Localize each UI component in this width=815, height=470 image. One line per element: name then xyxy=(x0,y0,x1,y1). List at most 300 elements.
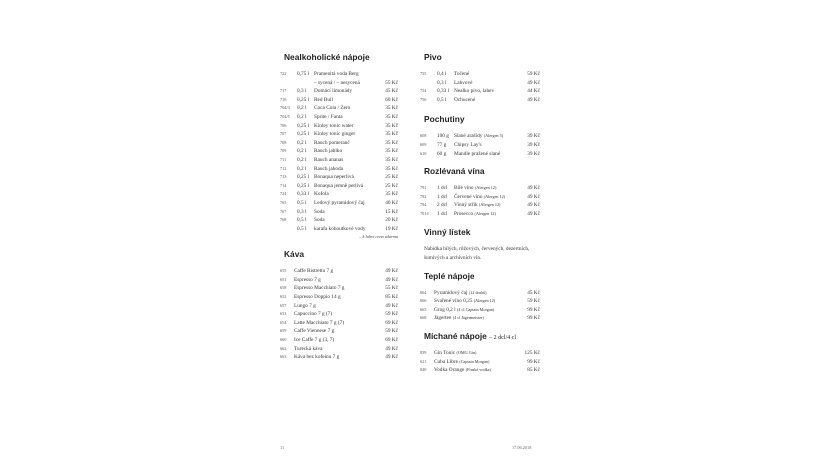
item-name-text: Rauch ananas xyxy=(314,156,344,163)
menu-item xyxy=(420,96,540,105)
item-price: 125 Kč xyxy=(524,349,540,356)
menu-rows xyxy=(280,267,398,362)
item-name-text: Ice Caffe 7 g (3, 7) xyxy=(294,337,335,344)
menu-item xyxy=(420,349,540,358)
item-price: 49 Kč xyxy=(527,96,540,103)
item-price: 49 Kč xyxy=(527,79,540,86)
menu-item xyxy=(284,79,398,88)
item-name-text: Pramenitá voda Berg xyxy=(314,71,359,77)
item-name xyxy=(314,225,365,234)
item-name xyxy=(454,210,496,219)
section-title xyxy=(424,114,540,124)
item-name-text: – sycená / – nesycená xyxy=(314,79,360,86)
menu-item xyxy=(280,310,398,319)
item-code: 654 xyxy=(280,319,287,325)
section-vinny-listek xyxy=(424,227,540,263)
item-name xyxy=(314,104,350,113)
menu-item xyxy=(280,345,398,354)
item-code: 708 xyxy=(280,139,287,145)
item-quantity: 1 dcl xyxy=(437,210,448,217)
menu-item xyxy=(420,306,540,315)
item-name xyxy=(314,182,363,191)
item-price: 35 Kč xyxy=(385,165,398,172)
item-allergen-note: (Alergen 12) xyxy=(474,210,496,216)
item-name-text: Slané arašídy xyxy=(454,133,483,140)
item-price: 99 Kč xyxy=(527,306,540,313)
item-code: 658 xyxy=(280,285,287,291)
page-number: 11 xyxy=(280,445,285,450)
item-code: 712 xyxy=(280,165,287,171)
item-price: 35 Kč xyxy=(385,131,398,138)
item-code: 652 xyxy=(280,294,287,300)
item-code: 755 xyxy=(420,71,427,76)
item-name xyxy=(434,297,495,306)
item-name xyxy=(454,201,500,210)
section-teple-napoje xyxy=(420,270,540,323)
menu-item xyxy=(280,147,398,156)
item-code: 722 xyxy=(280,71,287,76)
item-name-text: Latte Macchiato 7 g (7) xyxy=(294,319,345,326)
item-quantity: 0,25 l xyxy=(297,174,310,181)
item-code: 839 xyxy=(420,349,427,355)
item-price: 35 Kč xyxy=(385,139,398,146)
item-code: 714 xyxy=(280,182,287,188)
section-title-text: Vinný lístek xyxy=(424,226,471,237)
menu-item xyxy=(280,113,398,122)
item-name-text: Espresso Doppio 14 g xyxy=(294,294,341,301)
item-name xyxy=(294,310,332,319)
item-price: 49 Kč xyxy=(385,345,398,352)
item-code: 651 xyxy=(280,276,287,282)
item-name xyxy=(294,353,339,362)
item-name xyxy=(294,336,334,345)
item-name xyxy=(294,345,323,354)
item-name xyxy=(314,113,343,122)
item-price: 59 Kč xyxy=(527,71,540,77)
item-quantity: 0,25 l xyxy=(297,122,310,129)
item-quantity: 0,33 l xyxy=(437,88,450,95)
item-name xyxy=(294,276,321,285)
item-name-text: Nealko pivo, lahev xyxy=(454,88,495,95)
item-quantity: 0,5 l xyxy=(297,199,307,206)
menu-item xyxy=(280,302,398,311)
item-name-text: Coca Cola / Zero xyxy=(314,105,351,112)
menu-item xyxy=(280,130,398,139)
item-price: 59 Kč xyxy=(527,298,540,305)
menu-rows xyxy=(420,70,540,104)
menu-item xyxy=(280,156,398,165)
item-allergen-note: (Captain Morgan) xyxy=(459,358,490,364)
menu-item xyxy=(280,70,398,79)
item-quantity: 1 dcl xyxy=(437,193,448,200)
item-allergen-note: (Alergen 12) xyxy=(474,185,497,191)
menu-item xyxy=(284,225,398,234)
item-name-text: Caffe Viennese 7 g xyxy=(294,328,335,335)
item-allergen-note: (4 cl Captain Morgan) xyxy=(456,306,495,312)
menu-item xyxy=(420,201,540,210)
item-name-text: Vodka Orange xyxy=(434,367,465,374)
item-code: 660 xyxy=(280,337,287,343)
section-michane-napoje xyxy=(420,330,540,375)
item-code: 663 xyxy=(280,354,287,360)
menu-rows xyxy=(420,184,540,218)
item-allergen-note: (12 druhů) xyxy=(468,289,487,295)
item-name-text: Grog 0,2 l xyxy=(434,306,456,313)
item-price: 39 Kč xyxy=(527,133,540,140)
item-name-text: Soda xyxy=(314,217,325,224)
item-price: 35 Kč xyxy=(385,122,398,129)
item-name-text: Mandle pražené slané xyxy=(454,150,501,157)
item-name-text: Lungo 7 g xyxy=(294,302,316,309)
item-price: 35 Kč xyxy=(385,113,398,120)
item-name xyxy=(314,199,365,208)
item-name-text: Ochucené xyxy=(454,96,476,103)
item-name-text: Kofola xyxy=(314,191,329,198)
item-price: 69 Kč xyxy=(385,319,398,326)
item-quantity: 0,2 l xyxy=(297,105,307,112)
item-price: 49 Kč xyxy=(385,302,398,309)
item-name-text: Turecká káva xyxy=(294,345,323,352)
item-name xyxy=(294,267,333,276)
section-title-text: Pochutiny xyxy=(424,114,465,125)
item-price: 20 Kč xyxy=(385,217,398,224)
menu-item xyxy=(280,276,398,285)
item-price: 49 Kč xyxy=(527,202,540,209)
menu-item xyxy=(420,297,540,306)
item-quantity: 0,25 l xyxy=(297,131,310,138)
section-title-text: Rozlévaná vína xyxy=(424,166,485,177)
menu-item xyxy=(280,284,398,293)
item-name xyxy=(314,96,333,105)
item-name xyxy=(314,122,353,131)
item-name-text: Espresso Macchiato 7 g xyxy=(294,285,345,292)
item-price: 39 Kč xyxy=(527,150,540,157)
item-name-text: Svařené víno 0,25 xyxy=(434,298,473,305)
menu-item xyxy=(280,139,398,148)
item-name-text: Lahvové xyxy=(454,79,473,86)
left-column xyxy=(280,52,398,362)
item-name xyxy=(314,70,359,79)
item-code: 664 xyxy=(420,289,427,295)
item-name xyxy=(454,150,500,159)
item-price: 40 Kč xyxy=(385,199,398,206)
item-price: 99 Kč xyxy=(527,315,540,322)
item-code: 662 xyxy=(280,345,287,351)
menu-item xyxy=(280,104,398,113)
item-name-text: Kinley tonic water xyxy=(314,122,354,129)
item-code: 704/5 xyxy=(280,113,290,119)
item-code: 610 xyxy=(420,150,427,156)
item-name xyxy=(454,70,469,79)
item-quantity: 0,33 l xyxy=(297,191,310,198)
menu-item xyxy=(420,358,540,367)
item-price: 49 Kč xyxy=(385,268,398,275)
item-name-text: karafa kohoutkové vody xyxy=(314,225,366,232)
item-price: 45 Kč xyxy=(527,289,540,296)
item-code: 756 xyxy=(420,96,427,102)
item-name xyxy=(434,306,494,315)
item-price: 25 Kč xyxy=(385,174,398,181)
item-code: 704/3 xyxy=(280,105,290,111)
item-allergen-note: (Alergen 12) xyxy=(483,193,506,199)
item-name xyxy=(454,79,473,88)
item-name-text: Red Bull xyxy=(314,96,333,103)
item-quantity: 0,25 l xyxy=(297,182,310,189)
item-name-text: Točené xyxy=(454,71,470,77)
item-code: 657 xyxy=(280,302,287,308)
item-price: 69 Kč xyxy=(385,337,398,344)
item-price: 59 Kč xyxy=(385,311,398,318)
item-name xyxy=(294,319,344,328)
item-name-text: Jägertee xyxy=(434,315,452,322)
menu-rows xyxy=(420,132,540,158)
item-quantity: 0,2 l xyxy=(297,148,307,155)
section-title-text: Teplé nápoje xyxy=(424,270,475,281)
item-allergen-note: (4 cl Jägermeister) xyxy=(452,315,484,321)
section-title xyxy=(424,227,540,237)
menu-rows xyxy=(420,349,540,375)
menu-item xyxy=(280,216,398,225)
item-price: 39 Kč xyxy=(527,141,540,148)
item-price: 55 Kč xyxy=(385,285,398,292)
item-name xyxy=(314,190,329,199)
menu-item xyxy=(280,190,398,199)
item-price: 99 Kč xyxy=(527,358,540,365)
section-title xyxy=(424,166,540,176)
item-quantity: 100 g xyxy=(437,133,449,140)
item-quantity: 0,75 l xyxy=(297,71,310,77)
section-title-text: Káva xyxy=(284,249,305,260)
section-note: – k lahvi cena zdarma xyxy=(359,234,398,240)
item-quantity: 0,3 l xyxy=(297,208,307,215)
item-name-text: Espresso 7 g xyxy=(294,276,321,283)
item-price: 25 Kč xyxy=(385,182,398,189)
item-name xyxy=(434,289,487,298)
item-name xyxy=(454,96,475,105)
item-code: 665 xyxy=(420,306,427,312)
menu-item xyxy=(280,336,398,345)
item-code: 765 xyxy=(280,199,287,205)
item-quantity: 77 g xyxy=(437,141,447,148)
item-price: 19 Kč xyxy=(385,225,398,232)
item-name xyxy=(294,327,334,336)
item-code: 668 xyxy=(420,315,427,321)
item-name-text: Caffe Ristretto 7 g xyxy=(294,268,334,275)
menu-item xyxy=(280,96,398,105)
item-name-text: Káva bez kofeinu 7 g xyxy=(294,354,340,361)
item-code: 666 xyxy=(420,298,427,304)
menu-item xyxy=(420,366,540,375)
item-price: 35 Kč xyxy=(385,156,398,163)
item-name xyxy=(454,141,482,150)
menu-item xyxy=(280,122,398,131)
item-code: 653 xyxy=(280,311,287,317)
item-quantity: 0,2 l xyxy=(297,113,307,120)
item-name-text: Soda xyxy=(314,208,325,215)
item-name-text: Bonaqua neperlivá xyxy=(314,174,354,181)
item-price: 49 Kč xyxy=(385,354,398,361)
item-name xyxy=(294,302,316,311)
menu-item xyxy=(280,293,398,302)
item-name xyxy=(314,208,325,217)
item-code: 840 xyxy=(420,367,427,373)
item-price: 35 Kč xyxy=(385,191,398,198)
menu-item xyxy=(280,353,398,362)
item-price: 15 Kč xyxy=(385,208,398,215)
item-quantity: 0,5 l xyxy=(297,225,307,232)
section-pivo xyxy=(420,52,540,104)
menu-item xyxy=(420,210,540,219)
item-price: 59 Kč xyxy=(385,328,398,335)
item-name-text: Cuba Libre xyxy=(434,358,458,365)
section-title xyxy=(284,52,398,62)
item-name-text: Prosecco xyxy=(454,210,474,217)
item-quantity: 1 dcl xyxy=(437,185,448,192)
section-subtitle: – 2 dcl/4 cl xyxy=(489,334,516,341)
item-quantity: 0,25 l xyxy=(297,96,310,103)
menu-item xyxy=(420,132,540,141)
section-title-text: Míchané nápoje xyxy=(424,330,487,341)
item-name-text: Chipsy Lay's xyxy=(454,141,482,148)
item-code: 794 xyxy=(420,202,427,208)
item-name xyxy=(314,156,343,165)
item-name-text: Rauch jablko xyxy=(314,148,343,155)
item-quantity: 0,5 l xyxy=(297,217,307,224)
item-price: 49 Kč xyxy=(527,210,540,217)
item-price: 49 Kč xyxy=(527,185,540,192)
item-name-text: Bonaqua jemně perlivá xyxy=(314,182,364,189)
menu-item xyxy=(280,173,398,182)
menu-item xyxy=(424,79,540,88)
item-quantity: 0,2 l xyxy=(297,139,307,146)
item-name xyxy=(454,87,494,96)
item-price: 49 Kč xyxy=(385,276,398,283)
section-rozlevana-vina xyxy=(420,166,540,218)
item-price: 44 Kč xyxy=(527,88,540,95)
item-code: 707 xyxy=(280,131,287,137)
section-paragraph: Nabídka bílých, růžových, červených, dezertních, šumivých a archivních vín. xyxy=(424,245,530,261)
item-price: 55 Kč xyxy=(385,79,398,86)
item-quantity: 2 dcl xyxy=(437,202,448,209)
item-name xyxy=(454,132,503,141)
item-code: 754 xyxy=(420,88,427,94)
item-name-text: Červené víno xyxy=(454,193,483,200)
menu-item xyxy=(420,289,540,298)
item-code: 792 xyxy=(420,193,427,199)
section-pochutiny xyxy=(420,114,540,158)
item-code: 655 xyxy=(280,268,287,274)
item-price: 35 Kč xyxy=(385,148,398,155)
section-title-text: Pivo xyxy=(424,52,442,62)
item-name-text: Gin Tonic xyxy=(434,349,456,356)
item-name-text: Kinley tonic ginger xyxy=(314,131,356,138)
item-quantity: 60 g xyxy=(437,150,447,157)
item-name xyxy=(434,358,489,367)
item-price: 35 Kč xyxy=(385,105,398,112)
item-code: 791 xyxy=(420,185,427,191)
menu-rows xyxy=(280,70,398,233)
item-code: 608 xyxy=(420,133,427,139)
item-name xyxy=(314,130,355,139)
section-kava xyxy=(280,249,398,362)
item-code: 718 xyxy=(280,96,287,102)
item-quantity: 0,3 l xyxy=(437,79,447,86)
item-name xyxy=(294,284,344,293)
item-code: 706 xyxy=(280,122,287,128)
item-code: 767 xyxy=(280,208,287,214)
item-name xyxy=(314,87,352,96)
item-allergen-note: (Alergen 12) xyxy=(473,298,496,304)
menu-item xyxy=(420,314,540,323)
menu-item xyxy=(420,193,540,202)
item-name-text: Ledový pyramidový čaj xyxy=(314,199,365,206)
menu-item xyxy=(420,87,540,96)
item-name-text: Pyramidový čaj xyxy=(434,289,468,296)
section-title xyxy=(424,331,540,341)
menu-item xyxy=(420,150,540,159)
item-name xyxy=(434,349,476,358)
item-name xyxy=(434,366,491,375)
item-code: 709 xyxy=(280,148,287,154)
item-price: 60 Kč xyxy=(385,96,398,103)
item-price: 85 Kč xyxy=(527,367,540,374)
item-name-text: Sprite / Fanta xyxy=(314,113,343,120)
menu-item xyxy=(280,87,398,96)
item-name-text: Capuccino 7 g (7) xyxy=(294,311,333,318)
menu-item xyxy=(420,70,540,79)
item-name-text: Rauch jahoda xyxy=(314,165,343,172)
item-price: 49 Kč xyxy=(527,193,540,200)
item-code: 717 xyxy=(280,88,287,94)
menu-item xyxy=(280,199,398,208)
item-quantity: 0,2 l xyxy=(297,156,307,163)
item-allergen-note: (Alergen 12) xyxy=(479,202,501,208)
item-code: 621 xyxy=(420,358,427,364)
right-column xyxy=(420,52,540,375)
item-quantity: 0,3 l xyxy=(297,88,307,95)
item-name xyxy=(434,314,484,323)
item-price: 45 Kč xyxy=(385,88,398,95)
print-date: 17.06.2018 xyxy=(512,445,532,450)
item-name xyxy=(314,165,343,174)
item-quantity: 0,4 l xyxy=(437,71,447,77)
item-name-text: Domácí limonády xyxy=(314,88,353,95)
item-code: 724 xyxy=(280,191,287,197)
section-title xyxy=(284,249,398,259)
section-title xyxy=(424,52,540,62)
item-code: 711 xyxy=(280,156,287,162)
menu-item xyxy=(280,319,398,328)
item-quantity: 0,2 l xyxy=(297,165,307,172)
item-name xyxy=(314,173,354,182)
menu-item xyxy=(280,182,398,191)
item-name xyxy=(454,193,505,202)
item-name-text: Vinný střik xyxy=(454,202,478,209)
item-code: 659 xyxy=(280,328,287,334)
item-code: 7014 xyxy=(420,210,429,216)
menu-item xyxy=(420,184,540,193)
item-name xyxy=(294,293,341,302)
menu-item xyxy=(280,165,398,174)
menu-item xyxy=(280,267,398,276)
item-allergen-note: (Alergen 5) xyxy=(483,133,504,139)
item-name xyxy=(314,147,342,156)
item-code: 609 xyxy=(420,141,427,147)
item-name-text: Rauch pomeranč xyxy=(314,139,350,146)
item-allergen-note: (OMG Gin) xyxy=(456,349,477,355)
item-name xyxy=(314,79,360,88)
item-name xyxy=(314,216,325,225)
